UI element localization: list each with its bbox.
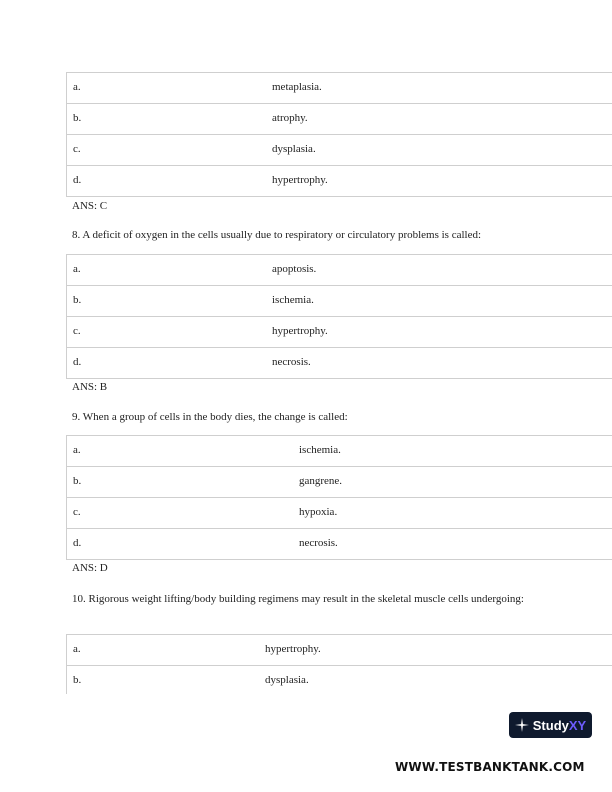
option-row bbox=[67, 436, 612, 467]
option-letter: b. bbox=[73, 294, 82, 306]
answer-q8: ANS: B bbox=[72, 381, 108, 393]
studyxy-label: StudyXY bbox=[532, 717, 587, 733]
option-letter: b. bbox=[73, 112, 82, 124]
option-row bbox=[67, 666, 612, 694]
answer-q7: ANS: C bbox=[72, 200, 108, 212]
option-row bbox=[67, 635, 612, 666]
option-row bbox=[67, 286, 612, 317]
option-letter: a. bbox=[73, 81, 81, 93]
options-table-q8 bbox=[66, 254, 612, 379]
plus-sparkle-icon bbox=[515, 718, 529, 732]
option-row bbox=[67, 166, 612, 197]
option-row bbox=[67, 317, 612, 348]
option-text: hypertrophy. bbox=[265, 643, 321, 655]
studyxy-badge[interactable] bbox=[509, 712, 592, 738]
option-letter: c. bbox=[73, 143, 81, 155]
option-letter: a. bbox=[73, 643, 81, 655]
option-row bbox=[67, 467, 612, 498]
option-text: metaplasia. bbox=[272, 81, 322, 93]
option-letter: b. bbox=[73, 674, 82, 686]
options-table-q10 bbox=[66, 634, 612, 694]
option-text: hypoxia. bbox=[299, 506, 338, 518]
site-url[interactable]: WWW.TESTBANKTANK.COM bbox=[395, 760, 585, 774]
option-letter: d. bbox=[73, 174, 82, 186]
options-table-q7 bbox=[66, 72, 612, 197]
option-letter: d. bbox=[73, 356, 82, 368]
question-8: 8. A deficit of oxygen in the cells usually due to respiratory or circulatory problems is called: bbox=[72, 229, 482, 241]
option-letter: c. bbox=[73, 506, 81, 518]
option-row bbox=[67, 73, 612, 104]
option-row bbox=[67, 498, 612, 529]
option-letter: a. bbox=[73, 263, 81, 275]
answer-q9: ANS: D bbox=[72, 562, 108, 574]
option-text: necrosis. bbox=[272, 356, 311, 368]
option-text: necrosis. bbox=[299, 537, 338, 549]
option-row bbox=[67, 104, 612, 135]
options-table-q9 bbox=[66, 435, 612, 560]
option-letter: d. bbox=[73, 537, 82, 549]
option-letter: a. bbox=[73, 444, 81, 456]
option-letter: c. bbox=[73, 325, 81, 337]
option-text: hypertrophy. bbox=[272, 174, 328, 186]
option-text: ischemia. bbox=[272, 294, 314, 306]
option-text: dysplasia. bbox=[265, 674, 309, 686]
option-row bbox=[67, 135, 612, 166]
question-10: 10. Rigorous weight lifting/body building regimens may result in the skeletal muscle cells undergoing: bbox=[72, 593, 524, 605]
question-9: 9. When a group of cells in the body dies, the change is called: bbox=[72, 411, 348, 423]
option-text: ischemia. bbox=[299, 444, 341, 456]
option-row bbox=[67, 529, 612, 560]
option-text: gangrene. bbox=[299, 475, 343, 487]
option-text: apoptosis. bbox=[272, 263, 317, 275]
option-row bbox=[67, 255, 612, 286]
option-text: atrophy. bbox=[272, 112, 308, 124]
option-text: dysplasia. bbox=[272, 143, 316, 155]
option-letter: b. bbox=[73, 475, 82, 487]
option-text: hypertrophy. bbox=[272, 325, 328, 337]
option-row bbox=[67, 348, 612, 379]
